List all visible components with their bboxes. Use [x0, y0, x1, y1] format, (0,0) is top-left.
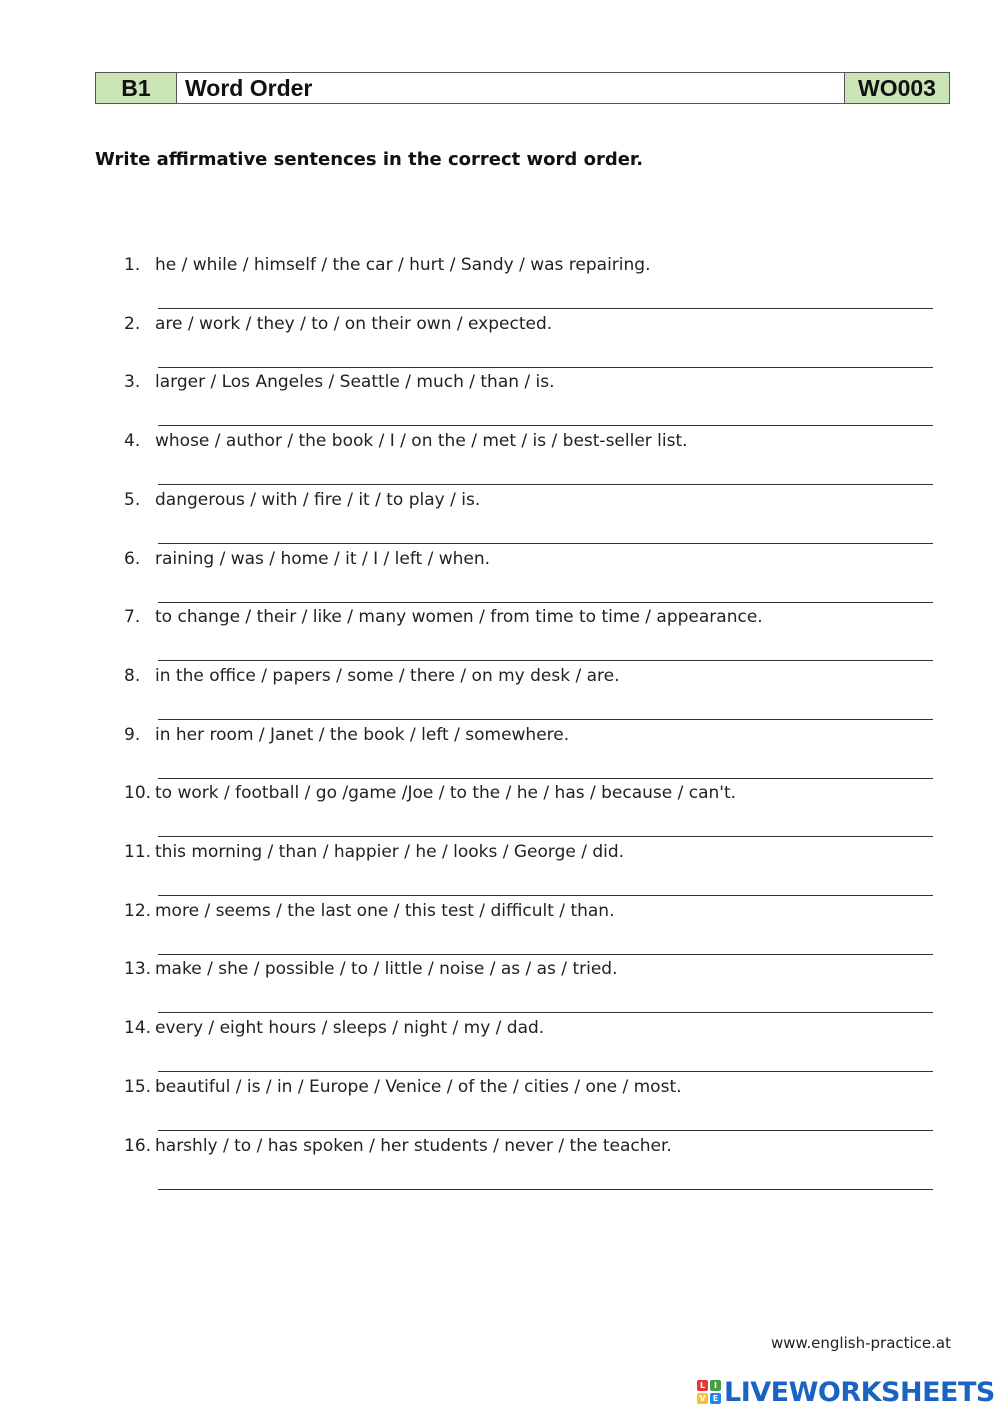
exercise-prompt: in the office / papers / some / there / on my desk / are. [155, 665, 620, 686]
exercise-number: 13. [124, 959, 152, 980]
logo-text: LIVEWORKSHEETS [724, 1376, 995, 1408]
exercise-prompt: to work / football / go /game /Joe / to the / he / has / because / can't. [155, 783, 737, 804]
exercise-number: 2. [124, 313, 141, 334]
exercise-prompt: harshly / to / has spoken / her students / never / the teacher. [155, 1135, 672, 1156]
exercise-number: 10. [124, 783, 152, 804]
answer-input[interactable] [158, 992, 933, 1013]
exercise-item [0, 842, 1000, 900]
exercise-prompt: make / she / possible / to / little / noise / as / as / tried. [155, 959, 618, 980]
exercise-item [0, 666, 1000, 724]
logo-icon-letter: V [697, 1393, 708, 1404]
exercise-item [0, 490, 1000, 548]
answer-input[interactable] [158, 405, 933, 426]
exercise-item [0, 1018, 1000, 1076]
exercise-prompt: every / eight hours / sleeps / night / my / dad. [155, 1018, 545, 1039]
exercise-prompt: beautiful / is / in / Europe / Venice / of the / cities / one / most. [155, 1076, 682, 1097]
worksheet-code: WO003 [845, 73, 950, 104]
answer-input[interactable] [158, 640, 933, 661]
answer-input[interactable] [158, 875, 933, 896]
exercise-item [0, 372, 1000, 430]
exercise-prompt: larger / Los Angeles / Seattle / much / than / is. [155, 372, 555, 393]
exercise-number: 1. [124, 255, 141, 275]
answer-input[interactable] [158, 288, 933, 309]
exercise-prompt: he / while / himself / the car / hurt / Sandy / was repairing. [155, 255, 651, 275]
exercise-item [0, 959, 1000, 1017]
website-url: www.english-practice.at [770, 1334, 951, 1352]
exercise-prompt: raining / was / home / it / I / left / when. [155, 548, 491, 569]
answer-input[interactable] [158, 347, 933, 368]
answer-input[interactable] [158, 1110, 933, 1131]
exercise-item [0, 901, 1000, 959]
liveworksheets-logo-icon [697, 1380, 721, 1404]
exercise-prompt: in her room / Janet / the book / left / somewhere. [155, 724, 570, 745]
logo-icon-letter: L [697, 1380, 708, 1391]
exercise-number: 9. [124, 724, 141, 745]
liveworksheets-logo [697, 1376, 995, 1408]
exercise-number: 12. [124, 900, 152, 921]
exercise-number: 15. [124, 1076, 152, 1097]
worksheet-header [95, 72, 950, 104]
answer-input[interactable] [158, 1169, 933, 1190]
instruction: Write affirmative sentences in the correct word order. [95, 149, 644, 170]
exercise-prompt: whose / author / the book / I / on the / met / is / best-seller list. [155, 431, 688, 452]
exercise-item [0, 725, 1000, 783]
exercise-number: 16. [124, 1135, 152, 1156]
exercise-number: 7. [124, 607, 141, 628]
exercise-number: 11. [124, 842, 152, 862]
exercise-number: 8. [124, 665, 141, 686]
exercise-item [0, 607, 1000, 665]
answer-input[interactable] [158, 1051, 933, 1072]
exercise-number: 14. [124, 1018, 152, 1039]
answer-input[interactable] [158, 699, 933, 720]
level-cell: B1 [96, 73, 177, 104]
exercise-number: 3. [124, 372, 141, 393]
answer-input[interactable] [158, 934, 933, 955]
exercise-item [0, 549, 1000, 607]
exercise-item [0, 431, 1000, 489]
exercise-prompt: are / work / they / to / on their own / expected. [155, 313, 553, 334]
logo-icon-letter: I [710, 1380, 721, 1391]
exercise-prompt: dangerous / with / fire / it / to play / is. [155, 489, 481, 510]
exercise-number: 4. [124, 431, 141, 452]
exercise-item [0, 1136, 1000, 1194]
exercise-number: 6. [124, 548, 141, 569]
exercise-item [0, 255, 1000, 313]
answer-input[interactable] [158, 523, 933, 544]
exercise-item [0, 783, 1000, 841]
answer-input[interactable] [158, 464, 933, 485]
worksheet-title: Word Order [177, 73, 845, 104]
answer-input[interactable] [158, 582, 933, 603]
exercise-item [0, 1077, 1000, 1135]
answer-input[interactable] [158, 758, 933, 779]
logo-icon-letter: E [710, 1393, 721, 1404]
exercise-prompt: this morning / than / happier / he / looks / George / did. [155, 842, 625, 862]
exercise-number: 5. [124, 489, 141, 510]
answer-input[interactable] [158, 816, 933, 837]
exercise-prompt: to change / their / like / many women / from time to time / appearance. [155, 607, 763, 628]
exercise-item [0, 314, 1000, 372]
exercise-prompt: more / seems / the last one / this test / difficult / than. [155, 900, 615, 921]
